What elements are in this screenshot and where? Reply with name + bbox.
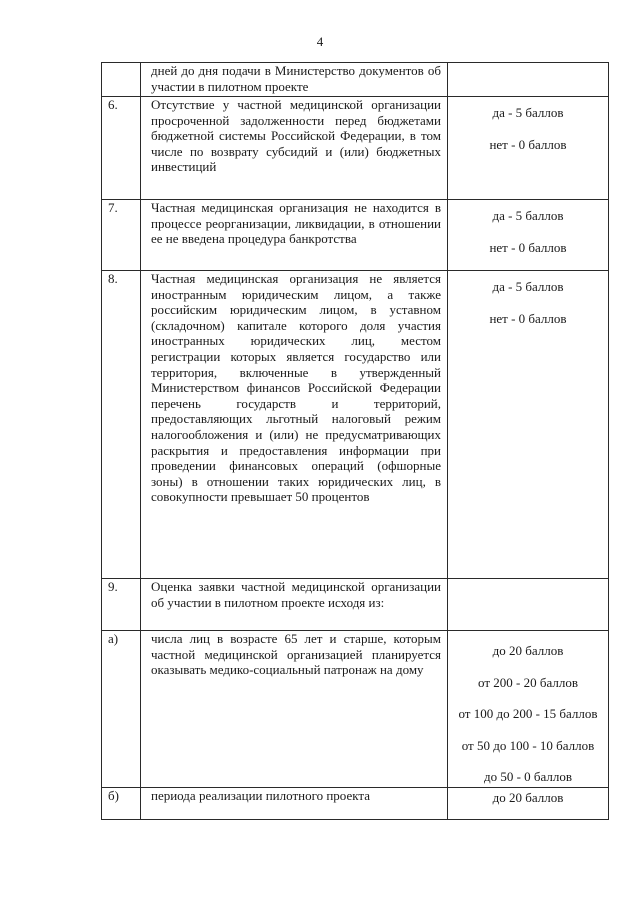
page-number: 4 (316, 34, 324, 49)
row-number: б) (102, 788, 141, 820)
criterion-text: дней до дня подачи в Министерство документов об участии в пилотном проекте (141, 63, 448, 97)
score-option: до 20 баллов (492, 643, 564, 658)
score-option: нет - 0 баллов (489, 239, 567, 255)
row-number: а) (102, 631, 141, 788)
row-number (102, 63, 141, 97)
table-row (102, 97, 609, 200)
table-row (102, 579, 609, 631)
table-row (102, 788, 609, 820)
score-cell (448, 63, 609, 97)
score-cell (448, 631, 609, 788)
table-row (102, 200, 609, 271)
criteria-table (101, 62, 609, 820)
row-number: 6. (102, 97, 141, 200)
score-option: да - 5 баллов (492, 105, 564, 120)
score-option: да - 5 баллов (492, 279, 564, 294)
criterion-text: числа лиц в возрасте 65 лет и старше, которым частной медицинской организацией планируется оказывать медико-социальный патронаж на дому (141, 631, 448, 788)
criterion-text: периода реализации пилотного проекта (141, 788, 448, 820)
score-option: от 50 до 100 - 10 баллов (461, 737, 595, 753)
score-option: да - 5 баллов (492, 208, 564, 223)
criterion-text: Частная медицинская организация не находится в процессе реорганизации, ликвидации, в отношении ее не введена процедура банкротства (141, 200, 448, 271)
table-row (102, 631, 609, 788)
criterion-text: Оценка заявки частной медицинской организации об участии в пилотном проекте исходя из: (141, 579, 448, 631)
row-number: 8. (102, 271, 141, 579)
score-cell (448, 97, 609, 200)
table-row (102, 271, 609, 579)
score-option: от 200 - 20 баллов (478, 674, 578, 690)
score-option: до 20 баллов (492, 790, 564, 805)
score-option: от 100 до 200 - 15 баллов (458, 706, 598, 722)
score-cell (448, 200, 609, 271)
score-cell (448, 579, 609, 631)
table-row (102, 63, 609, 97)
row-number: 9. (102, 579, 141, 631)
score-option: нет - 0 баллов (489, 310, 567, 326)
score-option: нет - 0 баллов (489, 136, 567, 152)
row-number: 7. (102, 200, 141, 271)
score-cell (448, 271, 609, 579)
score-option: до 50 - 0 баллов (483, 769, 573, 785)
score-cell (448, 788, 609, 820)
criterion-text: Частная медицинская организация не является иностранным юридическим лицом, а также российским юридическим лицом, в уставном (складочном) капитале которого доля участия иностранных юридических лиц, местом регистрации которых является государство или территория, включенные в утвержденный Министерством финансов Российской Федерации перечень государств и территорий, предоставляющих льготный налоговый режим налогообложения и (или) не предусматривающих раскрытия и предоставления информации при проведении финансовых операций (офшорные зоны) в отношении таких юридических лиц, в совокупности превышает 50 процентов (141, 271, 448, 579)
criterion-text: Отсутствие у частной медицинской организации просроченной задолженности перед бюджетами бюджетной системы Российской Федерации, в том числе по возврату субсидий и (или) бюджетных инвестиций (141, 97, 448, 200)
